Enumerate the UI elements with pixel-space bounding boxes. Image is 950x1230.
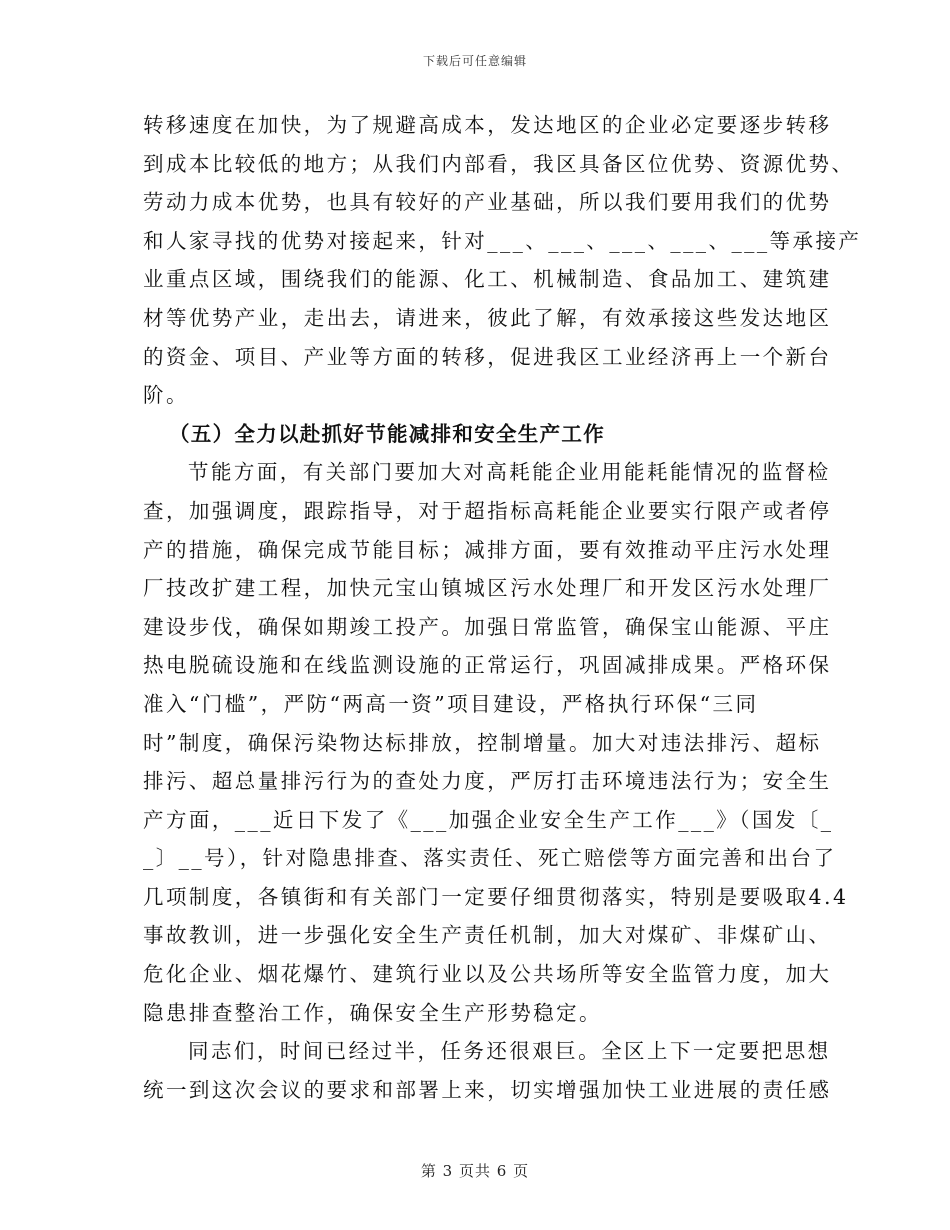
body-line: 几项制度，各镇街和有关部门一定要仔细贯彻落实，特别是要吸取4.4 [143,884,849,909]
body-line: 的资金、项目、产业等方面的转移，促进我区工业经济再上一个新台 [143,344,832,369]
body-line: 产的措施，确保完成节能目标；减排方面，要有效推动平庄污水处理 [143,537,832,562]
body-line: 事故教训，进一步强化安全生产责任机制，加大对煤矿、非煤矿山、 [143,923,832,948]
body-line: 建设步伐，确保如期竣工投产。加强日常监管，确保宝山能源、平庄 [143,614,832,639]
body-line: 厂技改扩建工程，加快元宝山镇城区污水处理厂和开发区污水处理厂 [143,576,832,601]
body-line: 材等优势产业，走出去，请进来，彼此了解，有效承接这些发达地区 [143,305,832,330]
body-line: _〕__号），针对隐患排查、落实责任、死亡赔偿等方面完善和出台了 [143,846,837,871]
body-line: 查，加强调度，跟踪指导，对于超指标高耗能企业要实行限产或者停 [143,498,832,523]
document-body [143,106,862,1109]
body-line: 劳动力成本优势，也具有较好的产业基础，所以我们要用我们的优势 [143,190,832,215]
body-line: 准入“门槛”，严防“两高一资”项目建设，严格执行环保“三同 [143,691,759,716]
page-header: 下载后可任意编辑 [422,54,527,68]
body-line: 统一到这次会议的要求和部署上来，切实增强加快工业进展的责任感 [143,1077,832,1102]
body-line: 产方面，___近日下发了《___加强企业安全生产工作___》（国发〔_ [143,807,834,832]
paragraph-first-line: 同志们，时间已经过半，任务还很艰巨。全区上下一定要把思想 [188,1039,831,1064]
body-line: 到成本比较低的地方；从我们内部看，我区具备区位优势、资源优势、 [143,151,855,176]
body-line: 业重点区域，围绕我们的能源、化工、机械制造、食品加工、建筑建 [143,267,832,292]
body-line: 危化企业、烟花爆竹、建筑行业以及公共场所等安全监管力度，加大 [143,962,832,987]
paragraph-first-line: 节能方面，有关部门要加大对高耗能企业用能耗能情况的监督检 [188,460,831,485]
body-line: 和人家寻找的优势对接起来，针对___、___、___、___、___等承接产 [143,228,862,253]
body-line: 热电脱硫设施和在线监测设施的正常运行，巩固减排成果。严格环保 [143,653,832,678]
body-line: 排污、超总量排污行为的查处力度，严厉打击环境违法行为；安全生 [143,769,832,794]
body-line: 时”制度，确保污染物达标排放，控制增量。加大对违法排污、超标 [143,730,822,755]
page-number-footer: 第 3 页共 6 页 [420,1162,530,1180]
body-line: 转移速度在加快，为了规避高成本，发达地区的企业必定要逐步转移 [143,113,832,137]
section-heading: （五）全力以赴抓好节能减排和安全生产工作 [169,421,605,446]
body-line: 隐患排查整治工作，确保安全生产形势稳定。 [143,1000,602,1025]
body-line: 阶。 [143,383,189,408]
